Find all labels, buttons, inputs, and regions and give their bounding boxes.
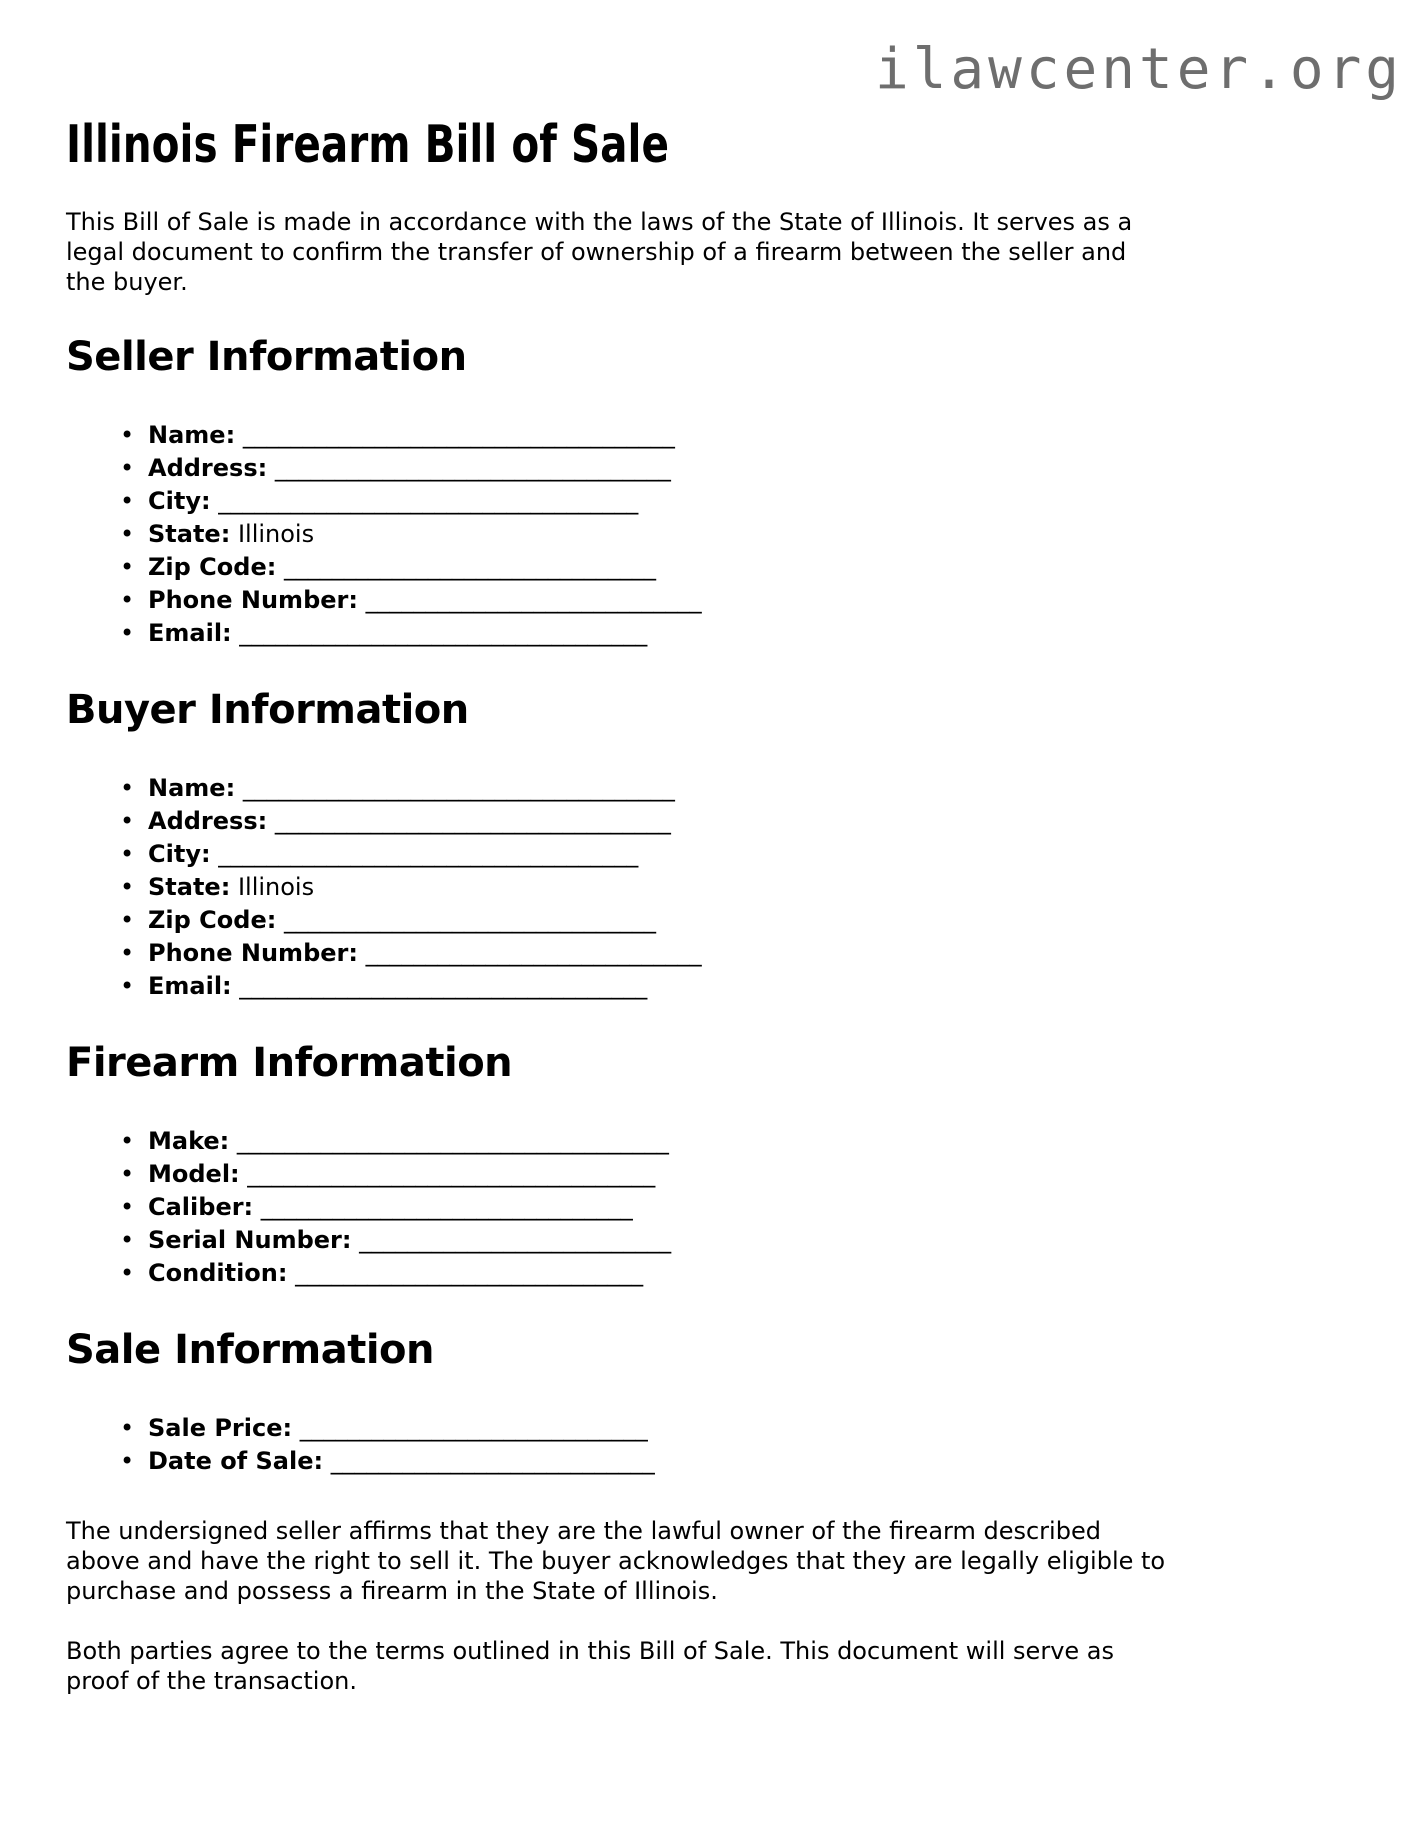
fill-in-blank-line: _____________________________ xyxy=(299,1414,648,1442)
fill-in-blank-line: ___________________________________ xyxy=(218,487,639,515)
fill-in-blank-line: _______________________________ xyxy=(283,906,656,934)
seller-fields-list xyxy=(66,419,1351,650)
form-field-row xyxy=(148,838,1351,871)
paragraph-line: above and have the right to sell it. The buyer acknowledges that they are legally eligible to xyxy=(66,1547,1166,1575)
fill-in-blank-line: ____________________________________ xyxy=(242,421,675,449)
fill-in-blank-line: _________________________________ xyxy=(274,454,671,482)
fill-in-blank-line: _______________________________ xyxy=(260,1193,633,1221)
field-label: Model: xyxy=(148,1160,240,1188)
fill-in-blank-line: ____________________________ xyxy=(365,586,702,614)
field-label: Name: xyxy=(148,774,236,802)
form-field-row xyxy=(148,518,1351,551)
fill-in-blank-line: ___________________________ xyxy=(330,1447,655,1475)
fill-in-blank-line: ____________________________ xyxy=(365,939,702,967)
form-field-row xyxy=(148,772,1351,805)
fill-in-blank-line: ____________________________________ xyxy=(236,1127,669,1155)
field-label: Caliber: xyxy=(148,1193,254,1221)
section-heading-buyer: Buyer Information xyxy=(66,687,469,733)
paragraph-line: legal document to confirm the transfer of ownership of a firearm between the seller and xyxy=(66,238,1127,266)
form-field-row xyxy=(148,485,1351,518)
field-value: Illinois xyxy=(237,520,315,548)
field-label: Condition: xyxy=(148,1259,288,1287)
form-field-row xyxy=(148,551,1351,584)
field-label: Address: xyxy=(148,807,268,835)
form-field-row xyxy=(148,1158,1351,1191)
fill-in-blank-line: _________________________________ xyxy=(274,807,671,835)
intro-paragraph xyxy=(66,207,1351,297)
section-buyer-information xyxy=(66,686,1351,1003)
field-label: Zip Code: xyxy=(148,553,277,581)
form-field-row xyxy=(148,1412,1351,1445)
section-heading-seller: Seller Information xyxy=(66,334,467,380)
form-field-row xyxy=(148,452,1351,485)
paragraph-line: the buyer. xyxy=(66,268,188,296)
field-label: Zip Code: xyxy=(148,906,277,934)
field-label: City: xyxy=(148,487,211,515)
form-field-row xyxy=(148,1125,1351,1158)
form-field-row xyxy=(148,871,1351,904)
firearm-fields-list xyxy=(66,1125,1351,1290)
form-field-row xyxy=(148,937,1351,970)
paragraph-line: This Bill of Sale is made in accordance with the laws of the State of Illinois. It serves as a xyxy=(66,208,1133,236)
field-label: Name: xyxy=(148,421,236,449)
fill-in-blank-line: __________________________________ xyxy=(239,619,648,647)
sale-fields-list xyxy=(66,1412,1351,1478)
field-label: Email: xyxy=(148,972,232,1000)
field-label: Phone Number: xyxy=(148,939,358,967)
affirmation-paragraph xyxy=(66,1516,1351,1606)
form-field-row xyxy=(148,617,1351,650)
field-label: State: xyxy=(148,873,231,901)
fill-in-blank-line: __________________________________ xyxy=(247,1160,656,1188)
form-field-row xyxy=(148,1224,1351,1257)
fill-in-blank-line: _______________________________ xyxy=(283,553,656,581)
field-value: Illinois xyxy=(237,873,315,901)
form-field-row xyxy=(148,805,1351,838)
field-label: Phone Number: xyxy=(148,586,358,614)
fill-in-blank-line: __________________________________ xyxy=(239,972,648,1000)
field-label: Email: xyxy=(148,619,232,647)
form-field-row xyxy=(148,1191,1351,1224)
paragraph-line: proof of the transaction. xyxy=(66,1667,357,1695)
form-field-row xyxy=(148,1257,1351,1290)
paragraph-line: purchase and possess a firearm in the State of Illinois. xyxy=(66,1577,718,1605)
form-field-row xyxy=(148,584,1351,617)
section-firearm-information xyxy=(66,1039,1351,1290)
section-heading-sale: Sale Information xyxy=(66,1327,434,1373)
field-label: Address: xyxy=(148,454,268,482)
section-seller-information xyxy=(66,333,1351,650)
buyer-fields-list xyxy=(66,772,1351,1003)
form-field-row xyxy=(148,1445,1351,1478)
paragraph-line: Both parties agree to the terms outlined in this Bill of Sale. This document will serve as xyxy=(66,1637,1114,1665)
field-label: Date of Sale: xyxy=(148,1447,324,1475)
form-field-row xyxy=(148,970,1351,1003)
form-field-row xyxy=(148,904,1351,937)
fill-in-blank-line: ____________________________________ xyxy=(242,774,675,802)
paragraph-line: The undersigned seller affirms that they are the lawful owner of the firearm described xyxy=(66,1517,1101,1545)
field-label: Sale Price: xyxy=(148,1414,293,1442)
page-title-text: Illinois Firearm Bill of Sale xyxy=(66,115,669,175)
section-sale-information xyxy=(66,1326,1351,1478)
form-field-row xyxy=(148,419,1351,452)
agreement-paragraph xyxy=(66,1636,1351,1696)
field-label: State: xyxy=(148,520,231,548)
site-logo: ilawcenter.org xyxy=(874,37,1403,102)
fill-in-blank-line: ___________________________________ xyxy=(218,840,639,868)
field-label: Serial Number: xyxy=(148,1226,352,1254)
fill-in-blank-line: _____________________________ xyxy=(295,1259,644,1287)
section-heading-firearm: Firearm Information xyxy=(66,1040,513,1086)
field-label: Make: xyxy=(148,1127,230,1155)
fill-in-blank-line: __________________________ xyxy=(359,1226,672,1254)
field-label: City: xyxy=(148,840,211,868)
